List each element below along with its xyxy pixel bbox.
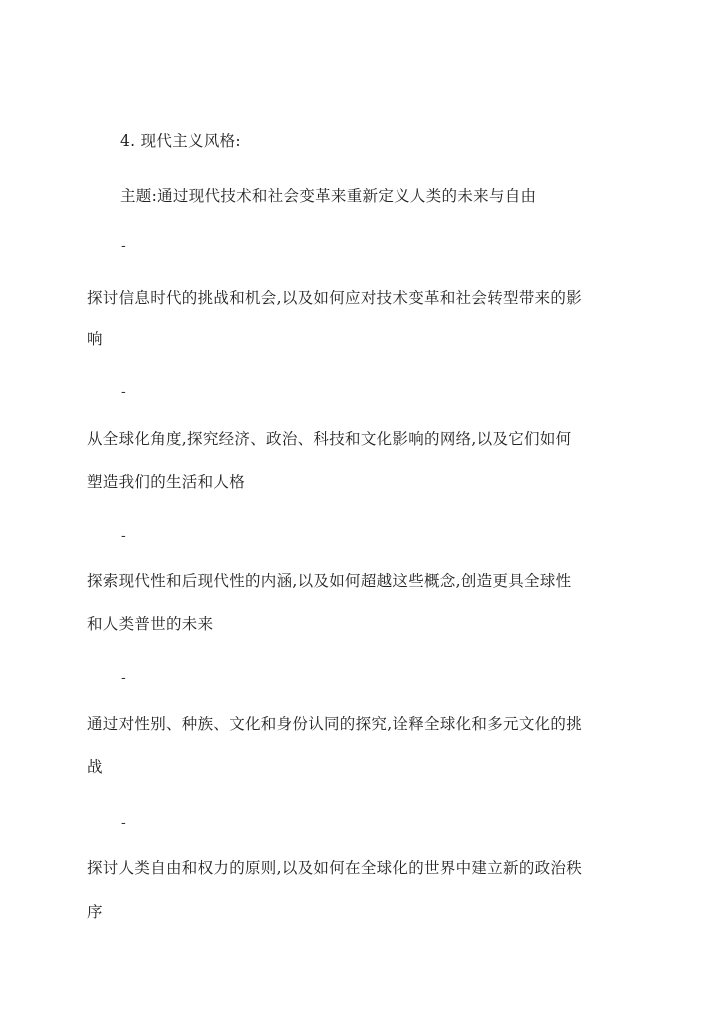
bullet-text: 通过对性别、种族、文化和身份认同的探究,诠释全球化和多元文化的挑 [87, 715, 583, 733]
bullet-text-continued: 塑造我们的生活和人格 [87, 473, 246, 491]
dash-marker: - [121, 528, 126, 544]
theme-line: 主题:通过现代技术和社会变革来重新定义人类的未来与自由 [120, 187, 537, 205]
bullet-text-continued: 战 [87, 758, 103, 776]
dash-marker: - [121, 815, 126, 831]
bullet-text: 探索现代性和后现代性的内涵,以及如何超越这些概念,创造更具全球性 [87, 572, 572, 590]
dash-marker: - [121, 384, 126, 400]
bullet-text: 从全球化角度,探究经济、政治、科技和文化影响的网络,以及它们如何 [87, 430, 572, 448]
bullet-text-continued: 响 [87, 330, 103, 348]
bullet-text: 探讨信息时代的挑战和机会,以及如何应对技术变革和社会转型带来的影 [87, 289, 583, 307]
dash-marker: - [121, 670, 126, 686]
section-heading: 4. 现代主义风格: [120, 132, 241, 150]
bullet-text: 探讨人类自由和权力的原则,以及如何在全球化的世界中建立新的政治秩 [87, 859, 583, 877]
bullet-text-continued: 和人类普世的未来 [87, 615, 214, 633]
bullet-text-continued: 序 [87, 903, 103, 921]
dash-marker: - [121, 238, 126, 254]
